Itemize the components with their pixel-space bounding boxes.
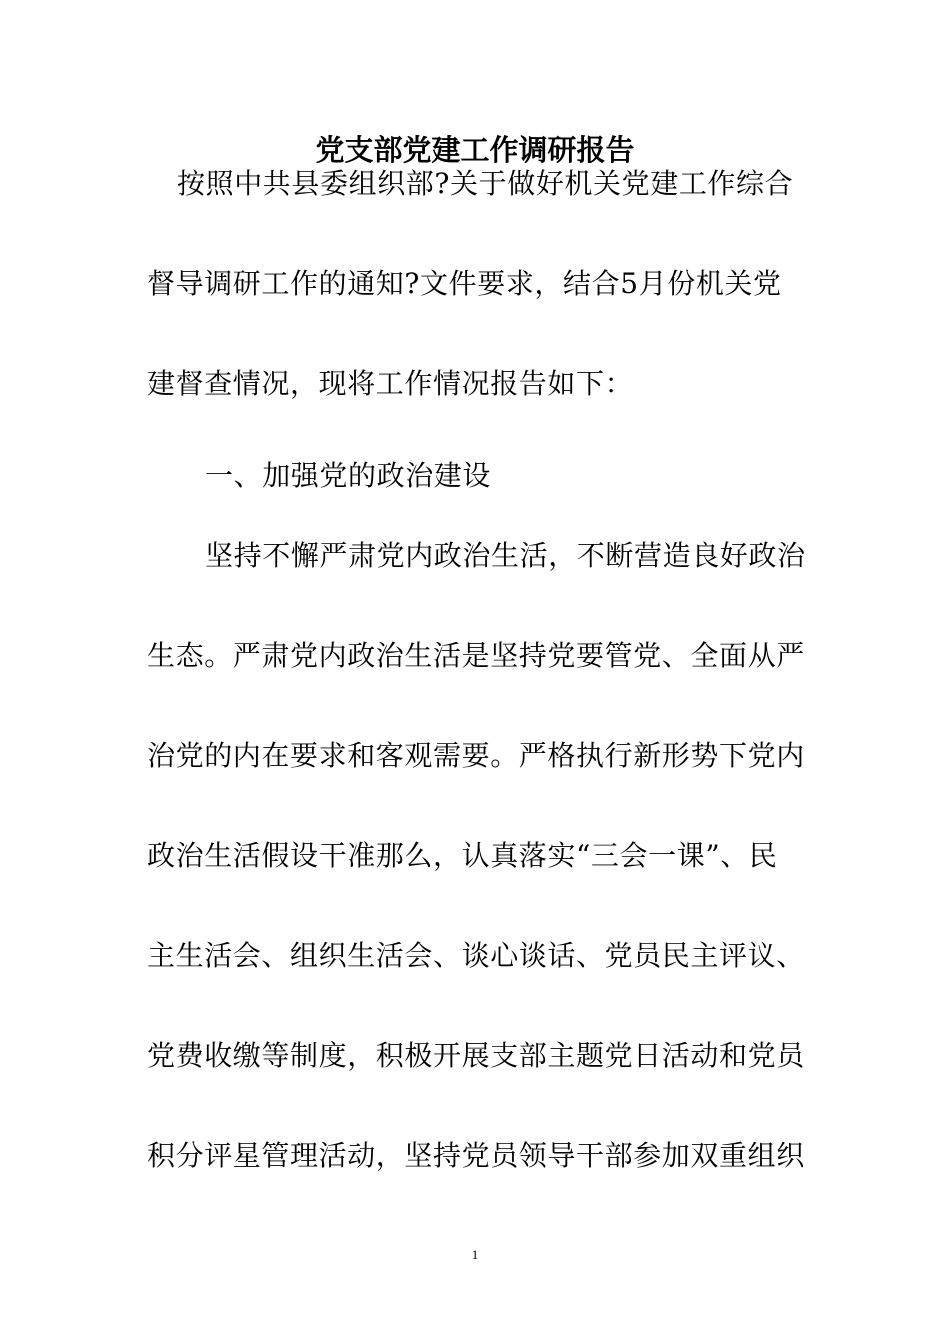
section-heading: 一、加强党的政治建设 [205,459,492,492]
paragraph-line: 按照中共县委组织部?关于做好机关党建工作综合 [177,167,794,200]
paragraph-line: 督导调研工作的通知?文件要求，结合5月份机关党 [147,267,782,300]
paragraph-line: 主生活会、组织生活会、谈心谈话、党员民主评议、 [147,939,805,972]
page-number: 1 [471,1247,479,1262]
paragraph-line: 党费收缴等制度，积极开展支部主题党日活动和党员 [147,1039,805,1072]
paragraph-line: 坚持不懈严肃党内政治生活，不断营造良好政治 [205,539,806,572]
paragraph-line: 积分评星管理活动，坚持党员领导干部参加双重组织 [147,1139,805,1172]
paragraph-line: 政治生活假设干准那么，认真落实“三会一课”、民 [147,839,778,872]
document-title: 党支部党建工作调研报告 [315,133,635,167]
paragraph-line: 生态。严肃党内政治生活是坚持党要管党、全面从严 [147,639,805,672]
paragraph-line: 治党的内在要求和客观需要。严格执行新形势下党内 [147,739,805,772]
paragraph-line: 建督查情况，现将工作情况报告如下： [147,367,634,400]
